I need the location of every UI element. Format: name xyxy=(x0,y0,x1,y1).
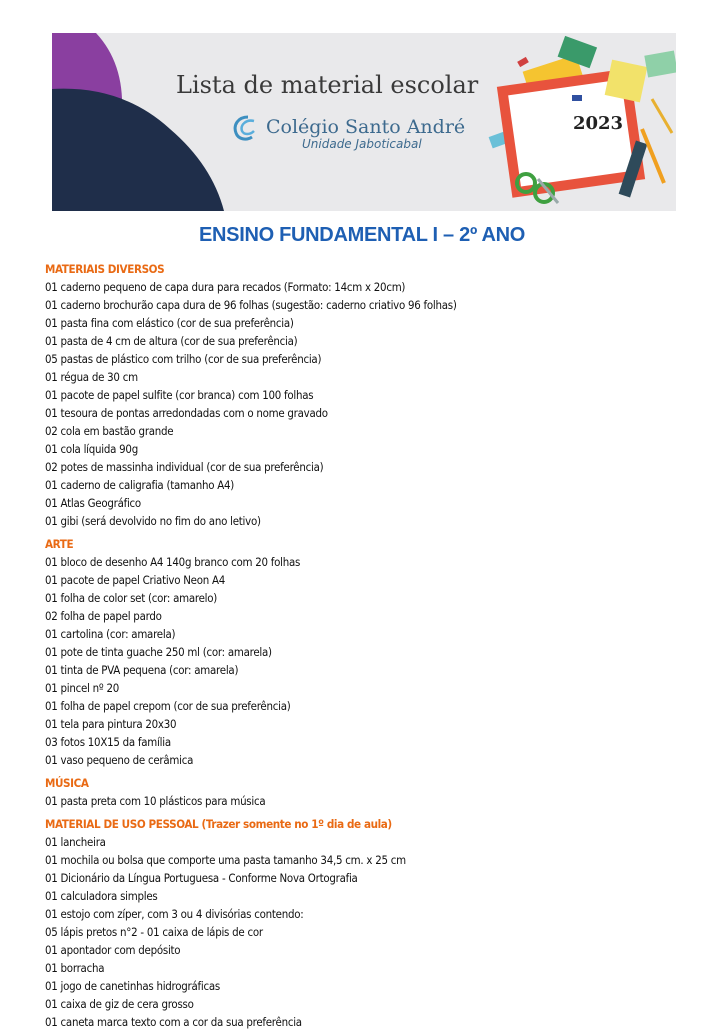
page-heading: ENSINO FUNDAMENTAL I – 2º ANO xyxy=(198,224,526,246)
section-title: MATERIAL DE USO PESSOAL (Trazer somente no 1º dia de aula) xyxy=(45,817,392,831)
list-item: 01 tela para pintura 20x30 xyxy=(45,717,177,731)
list-item: 01 caderno brochurão capa dura de 96 folhas (sugestão: caderno criativo 96 folhas) xyxy=(45,298,457,312)
list-item: 01 folha de papel crepom (cor de sua preferência) xyxy=(45,699,291,713)
list-item: 01 gibi (será devolvido no fim do ano letivo) xyxy=(45,514,261,528)
list-item: 01 borracha xyxy=(45,961,105,975)
item-list xyxy=(45,278,685,530)
list-item: 01 caderno pequeno de capa dura para recados (Formato: 14cm x 20cm) xyxy=(45,280,406,294)
banner-title: Lista de material escolar xyxy=(176,71,479,99)
list-item: 01 apontador com depósito xyxy=(45,943,181,957)
list-item: 02 cola em bastão grande xyxy=(45,424,174,438)
list-item: 01 cola líquida 90g xyxy=(45,442,138,456)
header-banner xyxy=(52,33,676,211)
item-list xyxy=(45,792,685,810)
list-item: 01 caixa de giz de cera grosso xyxy=(45,997,194,1011)
item-list xyxy=(45,553,685,769)
list-item: 01 pacote de papel sulfite (cor branca) com 100 folhas xyxy=(45,388,314,402)
list-item: 01 pasta fina com elástico (cor de sua preferência) xyxy=(45,316,294,330)
list-item: 01 tinta de PVA pequena (cor: amarela) xyxy=(45,663,239,677)
list-item: 01 tesoura de pontas arredondadas com o nome gravado xyxy=(45,406,328,420)
list-item: 01 Atlas Geográfico xyxy=(45,496,141,510)
section-arte xyxy=(45,535,685,769)
school-logo-icon xyxy=(230,113,266,143)
list-item: 01 bloco de desenho A4 140g branco com 20 folhas xyxy=(45,555,301,569)
list-item: 01 pacote de papel Criativo Neon A4 xyxy=(45,573,226,587)
section-uso-pessoal xyxy=(45,815,685,1031)
list-item: 01 caneta marca texto com a cor da sua preferência xyxy=(45,1015,302,1029)
section-title: ARTE xyxy=(45,537,74,551)
school-unit: Unidade Jaboticabal xyxy=(302,137,422,151)
section-title: MÚSICA xyxy=(45,776,89,790)
list-item: 01 mochila ou bolsa que comporte uma pasta tamanho 34,5 cm. x 25 cm xyxy=(45,853,406,867)
list-item: 05 lápis pretos n°2 - 01 caixa de lápis de cor xyxy=(45,925,263,939)
item-list xyxy=(45,833,685,1031)
section-title: MATERIAIS DIVERSOS xyxy=(45,262,165,276)
material-list xyxy=(45,260,685,1031)
list-item: 01 pote de tinta guache 250 ml (cor: amarela) xyxy=(45,645,272,659)
year-label: 2023 xyxy=(572,113,624,134)
list-item: 05 pastas de plástico com trilho (cor de sua preferência) xyxy=(45,352,322,366)
school-name: Colégio Santo André xyxy=(266,116,466,138)
list-item: 01 régua de 30 cm xyxy=(45,370,138,384)
list-item: 01 pincel nº 20 xyxy=(45,681,120,695)
list-item: 01 vaso pequeno de cerâmica xyxy=(45,753,194,767)
school-logo xyxy=(266,117,465,151)
list-item: 03 fotos 10X15 da família xyxy=(45,735,171,749)
section-materiais-diversos xyxy=(45,260,685,530)
list-item: 01 jogo de canetinhas hidrográficas xyxy=(45,979,220,993)
section-musica xyxy=(45,774,685,810)
list-item: 01 caderno de caligrafia (tamanho A4) xyxy=(45,478,235,492)
list-item: 01 lancheira xyxy=(45,835,106,849)
list-item: 01 calculadora simples xyxy=(45,889,158,903)
list-item: 01 Dicionário da Língua Portuguesa - Conforme Nova Ortografia xyxy=(45,871,358,885)
list-item: 02 folha de papel pardo xyxy=(45,609,162,623)
list-item: 01 estojo com zíper, com 3 ou 4 divisórias contendo: xyxy=(45,907,304,921)
list-item: 02 potes de massinha individual (cor de sua preferência) xyxy=(45,460,324,474)
list-item: 01 pasta preta com 10 plásticos para música xyxy=(45,794,266,808)
list-item: 01 pasta de 4 cm de altura (cor de sua preferência) xyxy=(45,334,298,348)
list-item: 01 cartolina (cor: amarela) xyxy=(45,627,176,641)
list-item: 01 folha de color set (cor: amarelo) xyxy=(45,591,218,605)
